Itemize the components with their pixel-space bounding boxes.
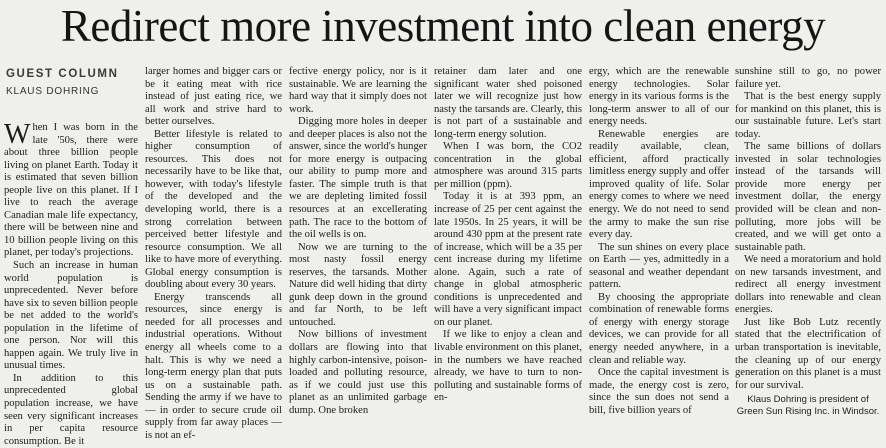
paragraph: Energy transcends all resources, since energy is needed for all processes and industrial operations. Without energy all wheels come to a halt. This is why we need a long-term energy plan that puts us on a sustainable path. Sending the army if we have to — in order to secure crude oil supply from far away places — is not an ef-: [145, 291, 282, 441]
paragraph: ergy, which are the renewable energy technologies. Solar energy in its various forms is the long-term answer to all of our energy needs.: [589, 66, 729, 128]
paragraph: larger homes and bigger cars or be it eating meat with rice instead of just eating rice, we all work and strive hard to better ourselves.: [145, 66, 282, 128]
paragraph: retainer dam later and one significant water shed poisoned later we will recognize just how nasty the tarsands are. Clearly, this is not part of a sustainable and long-term energy solution.: [434, 66, 582, 140]
paragraph: fective energy policy, nor is it sustainable. We are learning the hard way that it simply does not work.: [289, 66, 427, 115]
author-bio: Klaus Dohring is president of Green Sun Rising Inc. in Windsor.: [736, 394, 880, 417]
byline: [6, 66, 140, 98]
paragraph: Today it is at 393 ppm, an increase of 25 per cent against the late 1950s. In 25 years, it will be around 430 ppm at the present rate of increase, which will be a 35 per cent increase during my lifetime alone. Again, such a rate of change in global atmospheric conditions is unprecedented and will have a very significant impact on our planet.: [434, 191, 582, 328]
paragraph: Renewable energies are readily available, clean, efficient, afford practically limitless energy supply and offer improved quality of life. Solar energy comes to where we need energy. We do not need to send the army to make the sun rise every day.: [589, 128, 729, 241]
article-column-6: [735, 66, 881, 417]
paragraph: The sun shines on every place on Earth — yes, admittedly in a seasonal and weather dependant pattern.: [589, 241, 729, 291]
paragraph: Once the capital investment is made, the energy cost is zero, since the sun does not send a bill, five billion years of: [589, 367, 729, 416]
paragraph: Now billions of investment dollars are flowing into that highly carbon-intensive, poison-loaded and polluting resource, as if we could just use this planet as an unlimited garbage dump. One broken: [289, 329, 427, 416]
paragraph: sunshine still to go, no power failure yet.: [735, 66, 881, 90]
article-column-1: [4, 119, 138, 447]
paragraph: If we like to enjoy a clean and livable environment on this planet, in the numbers we have reached already, we have to turn to non-polluting and sustainable forms of en-: [434, 329, 582, 404]
drop-cap: W: [4, 119, 31, 150]
paragraph: By choosing the appropriate combination of renewable forms of energy with energy storage devices, we can provide for all energy needed anywhere, in a clean and reliable way.: [589, 291, 729, 366]
article-column-2: [145, 66, 282, 441]
paragraph: Better lifestyle is related to higher consumption of resources. This does not necessarily have to be like that, however, with today's lifestyle of the developed and the developing world, there is a strong correlation between perceived better lifestyle and resource consumption. We all like to have more of everything. Global energy consumption is doubling about every 30 years.: [145, 128, 282, 291]
article-column-3: [289, 66, 427, 416]
paragraph: Such an increase in human world population is unprecedented. Never before have six to seven billion people be net added to the world's population in the lifetime of one person. Nor will this happen again. We truly live in unusual times.: [4, 260, 138, 372]
paragraph: [4, 119, 138, 260]
headline: Redirect more investment into clean energy: [60, 1, 826, 51]
paragraph-text: hen I was born in the late '50s, there were about three billion people living on planet Earth. Today it is estimated that seven billion people live on this planet. If I live to reach the average Canadian male life expectancy, there will be between nine and 10 billion people living on this planet, per today's projections.: [4, 122, 138, 259]
author-name: KLAUS DOHRING: [6, 86, 100, 97]
column-label: GUEST COLUMN: [6, 68, 119, 80]
paragraph: The same billions of dollars invested in solar technologies instead of the tarsands will provide more energy per investment dollar, the energy provided will be clean and non-polluting, more jobs will be created, and we will get onto a sustainable path.: [735, 141, 881, 253]
paragraph: When I was born, the CO2 concentration in the global atmosphere was around 315 parts per million (ppm).: [434, 141, 582, 190]
paragraph: That is the best energy supply for mankind on this planet, this is our sustainable future. Let's start today.: [735, 91, 881, 140]
article-column-4: [434, 66, 582, 404]
paragraph: Now we are turning to the most nasty fossil energy reserves, the tarsands. Mother Nature did well hiding that dirty gunk deep down in the ground and far North, to be left untouched.: [289, 241, 427, 328]
paragraph: In addition to this unprecedented global population increase, we have seen very significant increases in per capita resource consumption. Be it: [4, 372, 138, 447]
paragraph: Digging more holes in deeper and deeper places is also not the answer, since the world's hunger for more energy is outpacing our ability to pump more and faster. The simple truth is that we are depleting limited fossil resources at an excellerating path. The race to the bottom of the oil wells is on.: [289, 116, 427, 241]
article-column-5: [589, 66, 729, 416]
paragraph: Just like Bob Lutz recently stated that the electrification of urban transportation is inevitable, the cleaning up of our energy generation on this planet is a must for our survival.: [735, 316, 881, 391]
paragraph: We need a moratorium and hold on new tarsands investment, and redirect all energy investment dollars into renewable and clean energies.: [735, 254, 881, 316]
